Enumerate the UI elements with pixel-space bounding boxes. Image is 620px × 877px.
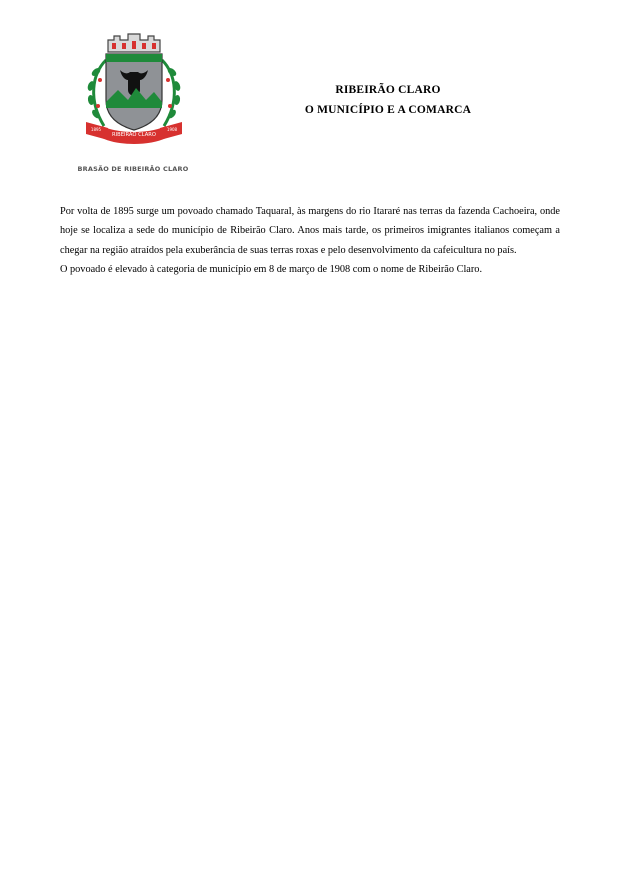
document-subtitle: O MUNICÍPIO E A COMARCA [304, 104, 472, 116]
paragraph-municipality: O povoado é elevado à categoria de município em 8 de março de 1908 com o nome de Ribeirão Claro. [60, 263, 483, 275]
crest-year-left: 1895 [90, 127, 102, 132]
crest-caption: BRASÃO DE RIBEIRÃO CLARO [77, 165, 189, 173]
crest-year-right: 1908 [166, 127, 178, 132]
crest-banner-text: RIBEIRÃO CLARO [112, 132, 156, 138]
document-title: RIBEIRÃO CLARO [335, 84, 441, 96]
coat-of-arms [78, 30, 190, 148]
title-block [288, 80, 488, 120]
body-text [60, 202, 560, 279]
municipal-coat-of-arms-icon [78, 30, 190, 148]
paragraph-history: Por volta de 1895 surge um povoado chamado Taquaral, às margens do rio Itararé nas terras da fazenda Cachoeira, onde hoje se localiza a sede do município de Ribeirão Claro. Anos mais tarde, os primeiros imigrantes italianos começam a chegar na região atraídos pela exuberância de suas terras roxas e pelo desenvolvimento da cafeicultura no país. [60, 206, 560, 256]
